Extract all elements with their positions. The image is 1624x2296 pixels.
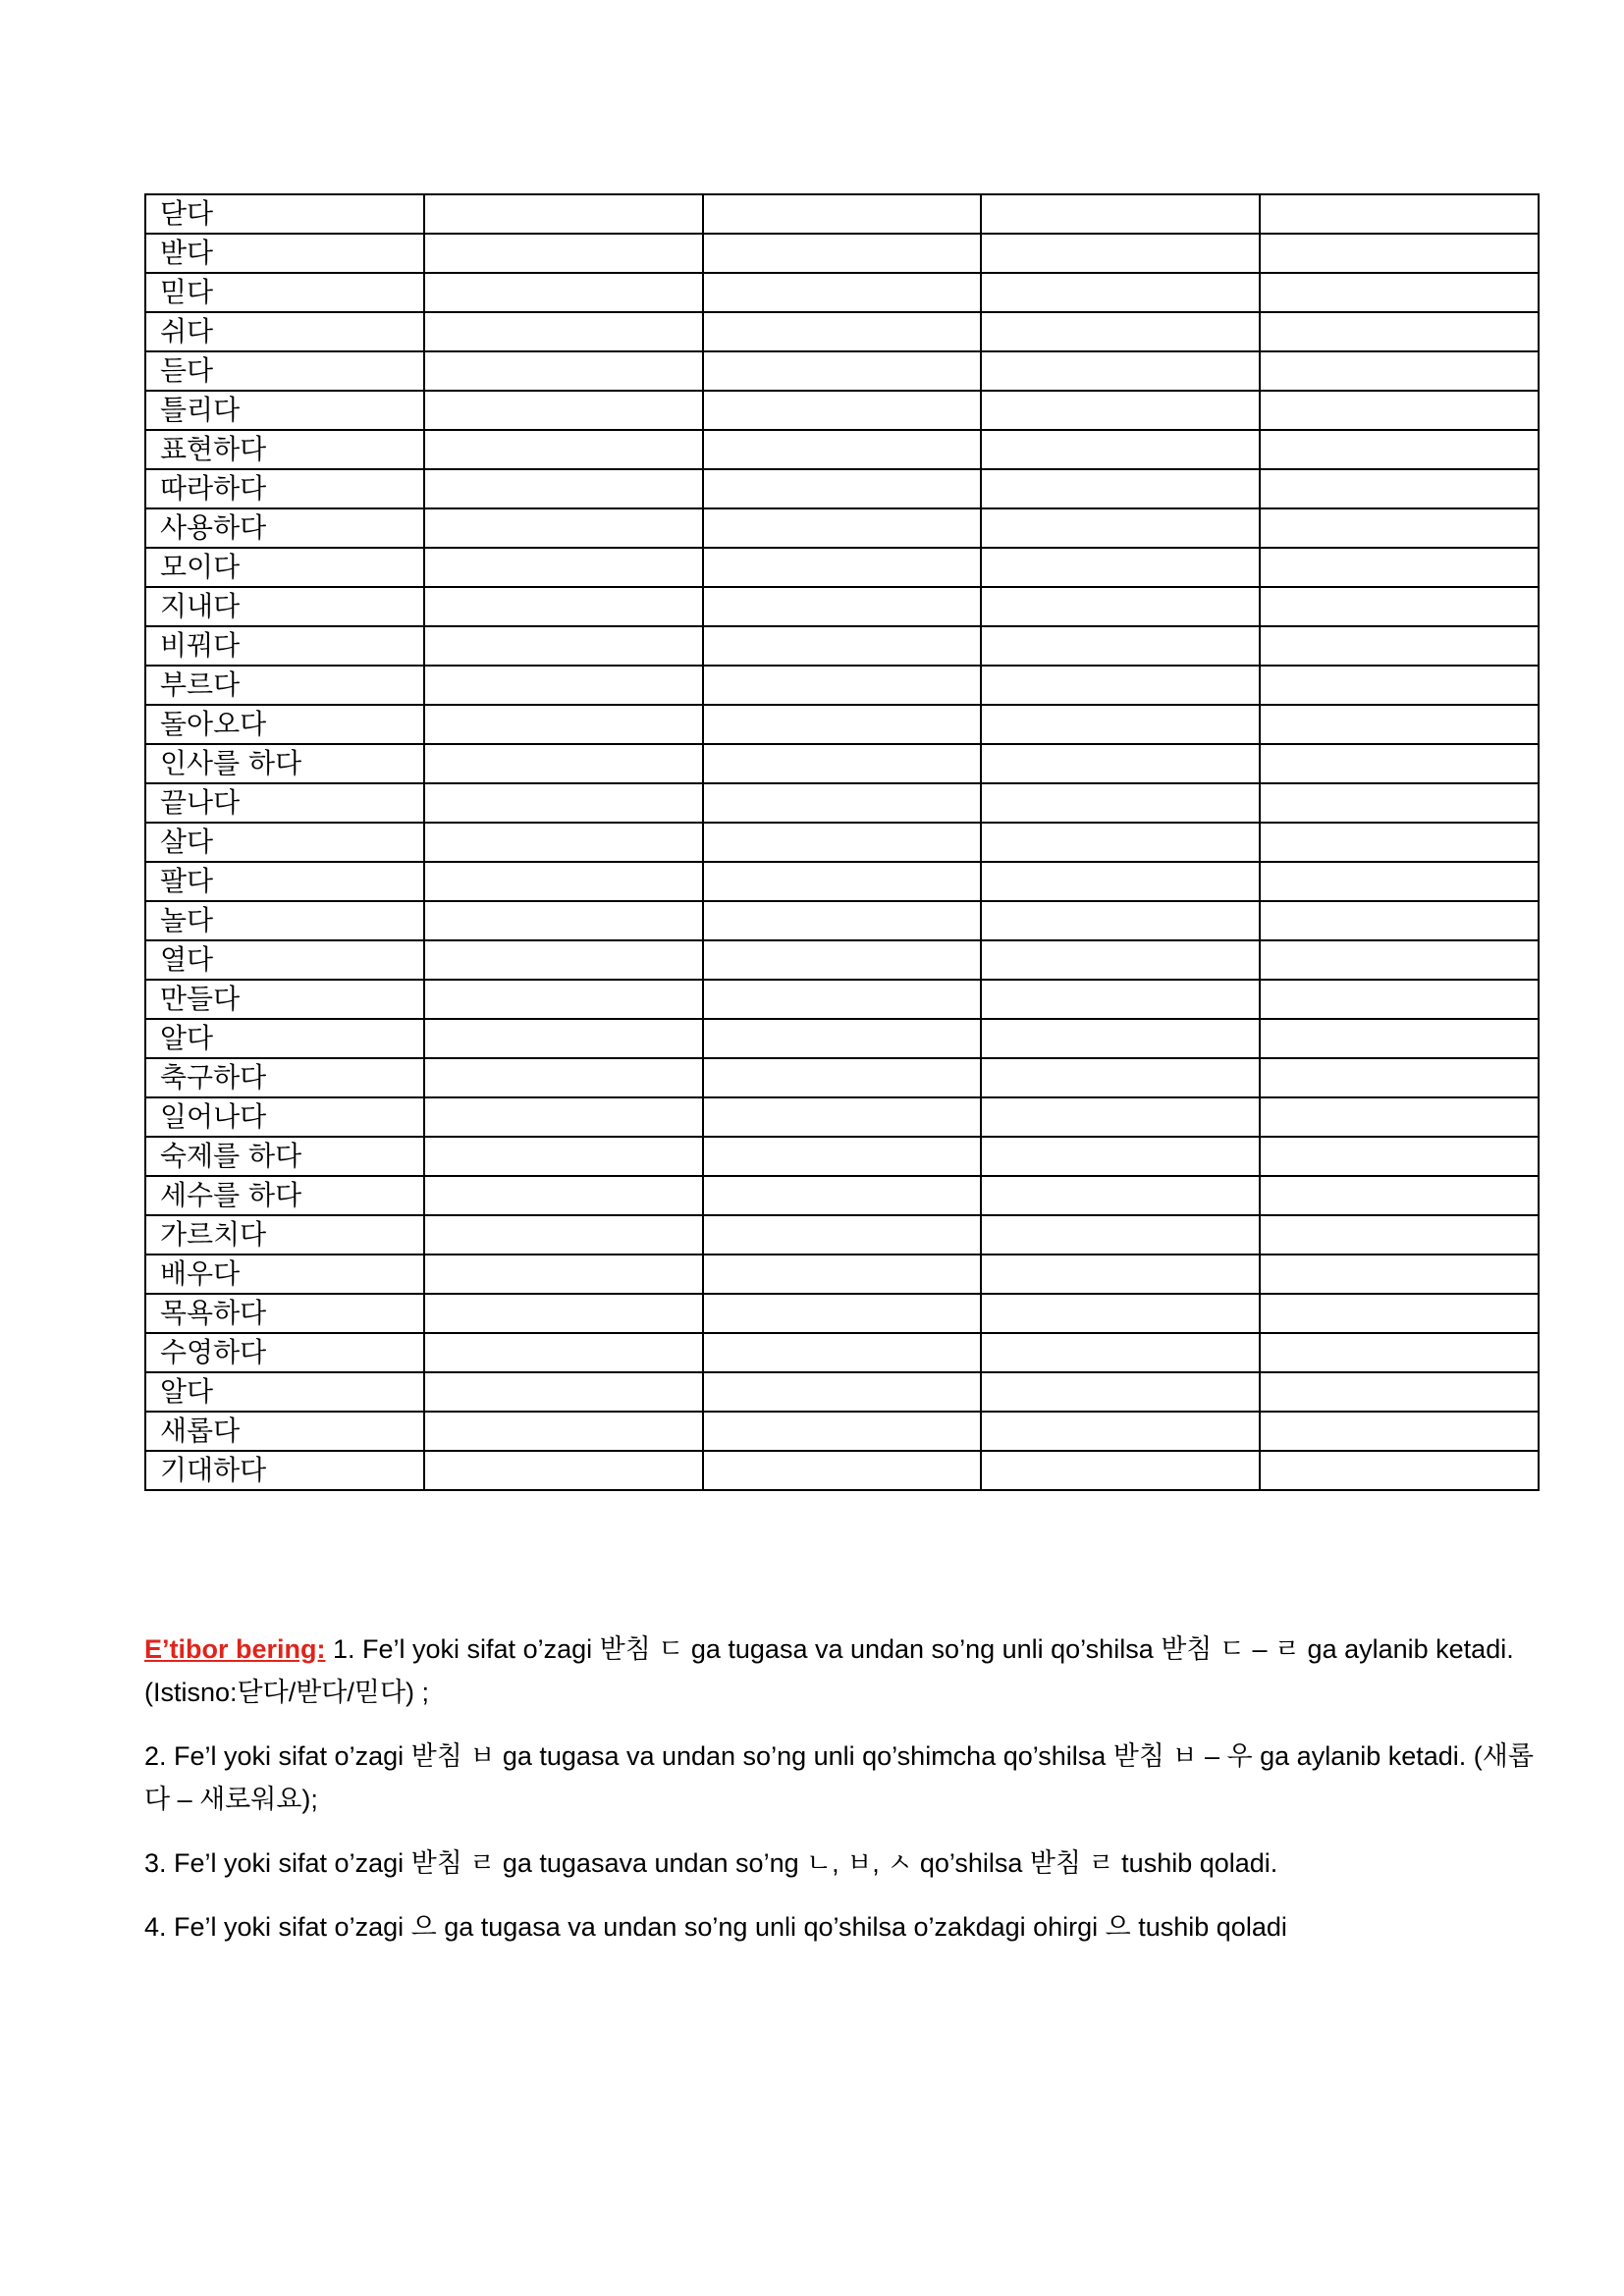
blank-cell [703, 548, 982, 587]
note-3: 3. Fe’l yoki sifat o’zagi 받침 ㄹ ga tugasava undan so’ng ㄴ, ㅂ, ㅅ qo’shilsa 받침 ㄹ tushib qoladi. [144, 1848, 1278, 1878]
blank-cell [981, 862, 1260, 901]
verb-cell: 열다 [145, 940, 424, 980]
blank-cell [1260, 234, 1539, 273]
table-row [145, 626, 1539, 666]
verb-cell: 숙제를 하다 [145, 1137, 424, 1176]
table-row [145, 1097, 1539, 1137]
blank-cell [424, 587, 703, 626]
table-row [145, 705, 1539, 744]
blank-cell [981, 1333, 1260, 1372]
blank-cell [424, 862, 703, 901]
blank-cell [981, 469, 1260, 508]
blank-cell [703, 1019, 982, 1058]
table-row [145, 1255, 1539, 1294]
table-row [145, 1333, 1539, 1372]
blank-cell [981, 1058, 1260, 1097]
verb-cell: 세수를 하다 [145, 1176, 424, 1215]
blank-cell [981, 1451, 1260, 1490]
blank-cell [981, 548, 1260, 587]
notes-heading: E’tibor bering: [144, 1634, 326, 1664]
blank-cell [424, 980, 703, 1019]
blank-cell [1260, 862, 1539, 901]
blank-cell [424, 666, 703, 705]
blank-cell [424, 1019, 703, 1058]
verb-cell: 듣다 [145, 351, 424, 391]
blank-cell [424, 312, 703, 351]
blank-cell [424, 783, 703, 823]
blank-cell [703, 901, 982, 940]
blank-cell [1260, 1333, 1539, 1372]
blank-cell [981, 705, 1260, 744]
blank-cell [981, 1412, 1260, 1451]
blank-cell [703, 783, 982, 823]
table-row [145, 234, 1539, 273]
table-row [145, 351, 1539, 391]
verb-table-body [145, 194, 1539, 1490]
blank-cell [424, 391, 703, 430]
blank-cell [1260, 548, 1539, 587]
table-row [145, 273, 1539, 312]
blank-cell [703, 234, 982, 273]
blank-cell [424, 1215, 703, 1255]
blank-cell [1260, 1137, 1539, 1176]
grammar-notes [144, 1628, 1539, 1969]
table-row [145, 980, 1539, 1019]
blank-cell [981, 430, 1260, 469]
blank-cell [1260, 823, 1539, 862]
table-row [145, 1137, 1539, 1176]
table-row [145, 1451, 1539, 1490]
verb-cell: 기대하다 [145, 1451, 424, 1490]
verb-cell: 끝나다 [145, 783, 424, 823]
table-row [145, 1058, 1539, 1097]
blank-cell [703, 351, 982, 391]
blank-cell [981, 351, 1260, 391]
blank-cell [703, 1451, 982, 1490]
blank-cell [981, 744, 1260, 783]
blank-cell [703, 1097, 982, 1137]
blank-cell [981, 587, 1260, 626]
blank-cell [981, 783, 1260, 823]
verb-cell: 부르다 [145, 666, 424, 705]
verb-cell: 목욕하다 [145, 1294, 424, 1333]
verb-cell: 사용하다 [145, 508, 424, 548]
verb-cell: 축구하다 [145, 1058, 424, 1097]
blank-cell [703, 862, 982, 901]
note-4: 4. Fe’l yoki sifat o’zagi 으 ga tugasa va undan so’ng unli qo’shilsa o’zakdagi ohirgi 으 tushib qoladi [144, 1912, 1287, 1942]
verb-cell: 살다 [145, 823, 424, 862]
table-row [145, 1372, 1539, 1412]
blank-cell [424, 234, 703, 273]
blank-cell [1260, 312, 1539, 351]
verb-cell: 믿다 [145, 273, 424, 312]
verb-cell: 받다 [145, 234, 424, 273]
blank-cell [703, 273, 982, 312]
blank-cell [981, 1019, 1260, 1058]
blank-cell [424, 1412, 703, 1451]
blank-cell [1260, 705, 1539, 744]
verb-cell: 비꿔다 [145, 626, 424, 666]
table-row [145, 823, 1539, 862]
blank-cell [981, 1176, 1260, 1215]
blank-cell [424, 705, 703, 744]
blank-cell [1260, 1451, 1539, 1490]
verb-cell: 지내다 [145, 587, 424, 626]
blank-cell [703, 666, 982, 705]
blank-cell [981, 194, 1260, 234]
blank-cell [703, 1333, 982, 1372]
blank-cell [424, 1137, 703, 1176]
note-1 [144, 1628, 1539, 1714]
blank-cell [703, 940, 982, 980]
blank-cell [703, 980, 982, 1019]
blank-cell [703, 312, 982, 351]
blank-cell [424, 901, 703, 940]
verb-cell: 만들다 [145, 980, 424, 1019]
blank-cell [1260, 508, 1539, 548]
verb-cell: 수영하다 [145, 1333, 424, 1372]
blank-cell [981, 508, 1260, 548]
blank-cell [1260, 783, 1539, 823]
table-row [145, 430, 1539, 469]
table-row [145, 1176, 1539, 1215]
table-row [145, 1215, 1539, 1255]
verb-cell: 일어나다 [145, 1097, 424, 1137]
table-row [145, 1294, 1539, 1333]
blank-cell [1260, 194, 1539, 234]
blank-cell [703, 626, 982, 666]
blank-cell [1260, 666, 1539, 705]
blank-cell [703, 508, 982, 548]
table-row [145, 194, 1539, 234]
blank-cell [703, 1058, 982, 1097]
blank-cell [1260, 1412, 1539, 1451]
blank-cell [424, 508, 703, 548]
blank-cell [424, 744, 703, 783]
verb-cell: 표현하다 [145, 430, 424, 469]
blank-cell [424, 1097, 703, 1137]
blank-cell [424, 940, 703, 980]
verb-cell: 틀리다 [145, 391, 424, 430]
blank-cell [703, 391, 982, 430]
blank-cell [424, 1451, 703, 1490]
blank-cell [1260, 1372, 1539, 1412]
blank-cell [424, 1333, 703, 1372]
blank-cell [424, 823, 703, 862]
verb-cell: 알다 [145, 1019, 424, 1058]
table-row [145, 666, 1539, 705]
blank-cell [1260, 1215, 1539, 1255]
blank-cell [1260, 1058, 1539, 1097]
blank-cell [703, 823, 982, 862]
table-row [145, 469, 1539, 508]
blank-cell [1260, 1255, 1539, 1294]
blank-cell [981, 1255, 1260, 1294]
table-row [145, 508, 1539, 548]
note-1-text: 1. Fe’l yoki sifat o’zagi 받침 ㄷ ga tugasa va undan so’ng unli qo’shilsa 받침 ㄷ – ㄹ ga aylanib ketadi. (Istisno:닫다/받다/믿다) ; [144, 1634, 1514, 1707]
verb-cell: 돌아오다 [145, 705, 424, 744]
blank-cell [981, 391, 1260, 430]
verb-cell: 새롭다 [145, 1412, 424, 1451]
blank-cell [703, 469, 982, 508]
blank-cell [424, 430, 703, 469]
blank-cell [1260, 587, 1539, 626]
blank-cell [981, 312, 1260, 351]
blank-cell [1260, 273, 1539, 312]
blank-cell [424, 1176, 703, 1215]
table-row [145, 1412, 1539, 1451]
blank-cell [1260, 940, 1539, 980]
blank-cell [703, 430, 982, 469]
blank-cell [703, 1412, 982, 1451]
blank-cell [1260, 430, 1539, 469]
verb-cell: 팔다 [145, 862, 424, 901]
blank-cell [424, 1058, 703, 1097]
blank-cell [424, 273, 703, 312]
blank-cell [703, 587, 982, 626]
blank-cell [981, 273, 1260, 312]
blank-cell [424, 351, 703, 391]
blank-cell [1260, 980, 1539, 1019]
verb-cell: 알다 [145, 1372, 424, 1412]
blank-cell [703, 194, 982, 234]
blank-cell [981, 1137, 1260, 1176]
verb-cell: 닫다 [145, 194, 424, 234]
blank-cell [981, 666, 1260, 705]
table-row [145, 587, 1539, 626]
blank-cell [981, 626, 1260, 666]
blank-cell [981, 823, 1260, 862]
blank-cell [1260, 901, 1539, 940]
blank-cell [981, 940, 1260, 980]
table-row [145, 744, 1539, 783]
blank-cell [703, 705, 982, 744]
blank-cell [424, 469, 703, 508]
verb-cell: 가르치다 [145, 1215, 424, 1255]
blank-cell [424, 1372, 703, 1412]
table-row [145, 312, 1539, 351]
blank-cell [981, 980, 1260, 1019]
verb-conjugation-table [144, 193, 1540, 1491]
blank-cell [424, 1255, 703, 1294]
blank-cell [981, 1215, 1260, 1255]
blank-cell [981, 1294, 1260, 1333]
blank-cell [703, 1215, 982, 1255]
blank-cell [424, 194, 703, 234]
blank-cell [1260, 391, 1539, 430]
blank-cell [1260, 744, 1539, 783]
blank-cell [703, 1255, 982, 1294]
blank-cell [1260, 1294, 1539, 1333]
blank-cell [1260, 351, 1539, 391]
blank-cell [981, 901, 1260, 940]
table-row [145, 391, 1539, 430]
blank-cell [1260, 1176, 1539, 1215]
table-row [145, 783, 1539, 823]
blank-cell [424, 1294, 703, 1333]
table-row [145, 940, 1539, 980]
table-row [145, 901, 1539, 940]
note-2: 2. Fe’l yoki sifat o’zagi 받침 ㅂ ga tugasa va undan so’ng unli qo’shimcha qo’shilsa 받침 ㅂ – 우 ga aylanib ketadi. (새롭다 – 새로워요); [144, 1741, 1534, 1814]
verb-cell: 놀다 [145, 901, 424, 940]
blank-cell [981, 1097, 1260, 1137]
verb-cell: 쉬다 [145, 312, 424, 351]
blank-cell [1260, 469, 1539, 508]
verb-cell: 따라하다 [145, 469, 424, 508]
blank-cell [424, 626, 703, 666]
blank-cell [1260, 1019, 1539, 1058]
table-row [145, 548, 1539, 587]
verb-cell: 인사를 하다 [145, 744, 424, 783]
blank-cell [981, 1372, 1260, 1412]
blank-cell [981, 234, 1260, 273]
table-row [145, 1019, 1539, 1058]
blank-cell [703, 1176, 982, 1215]
table-row [145, 862, 1539, 901]
verb-cell: 배우다 [145, 1255, 424, 1294]
blank-cell [1260, 1097, 1539, 1137]
blank-cell [703, 1137, 982, 1176]
blank-cell [703, 1372, 982, 1412]
blank-cell [1260, 626, 1539, 666]
blank-cell [703, 1294, 982, 1333]
blank-cell [703, 744, 982, 783]
blank-cell [424, 548, 703, 587]
verb-cell: 모이다 [145, 548, 424, 587]
